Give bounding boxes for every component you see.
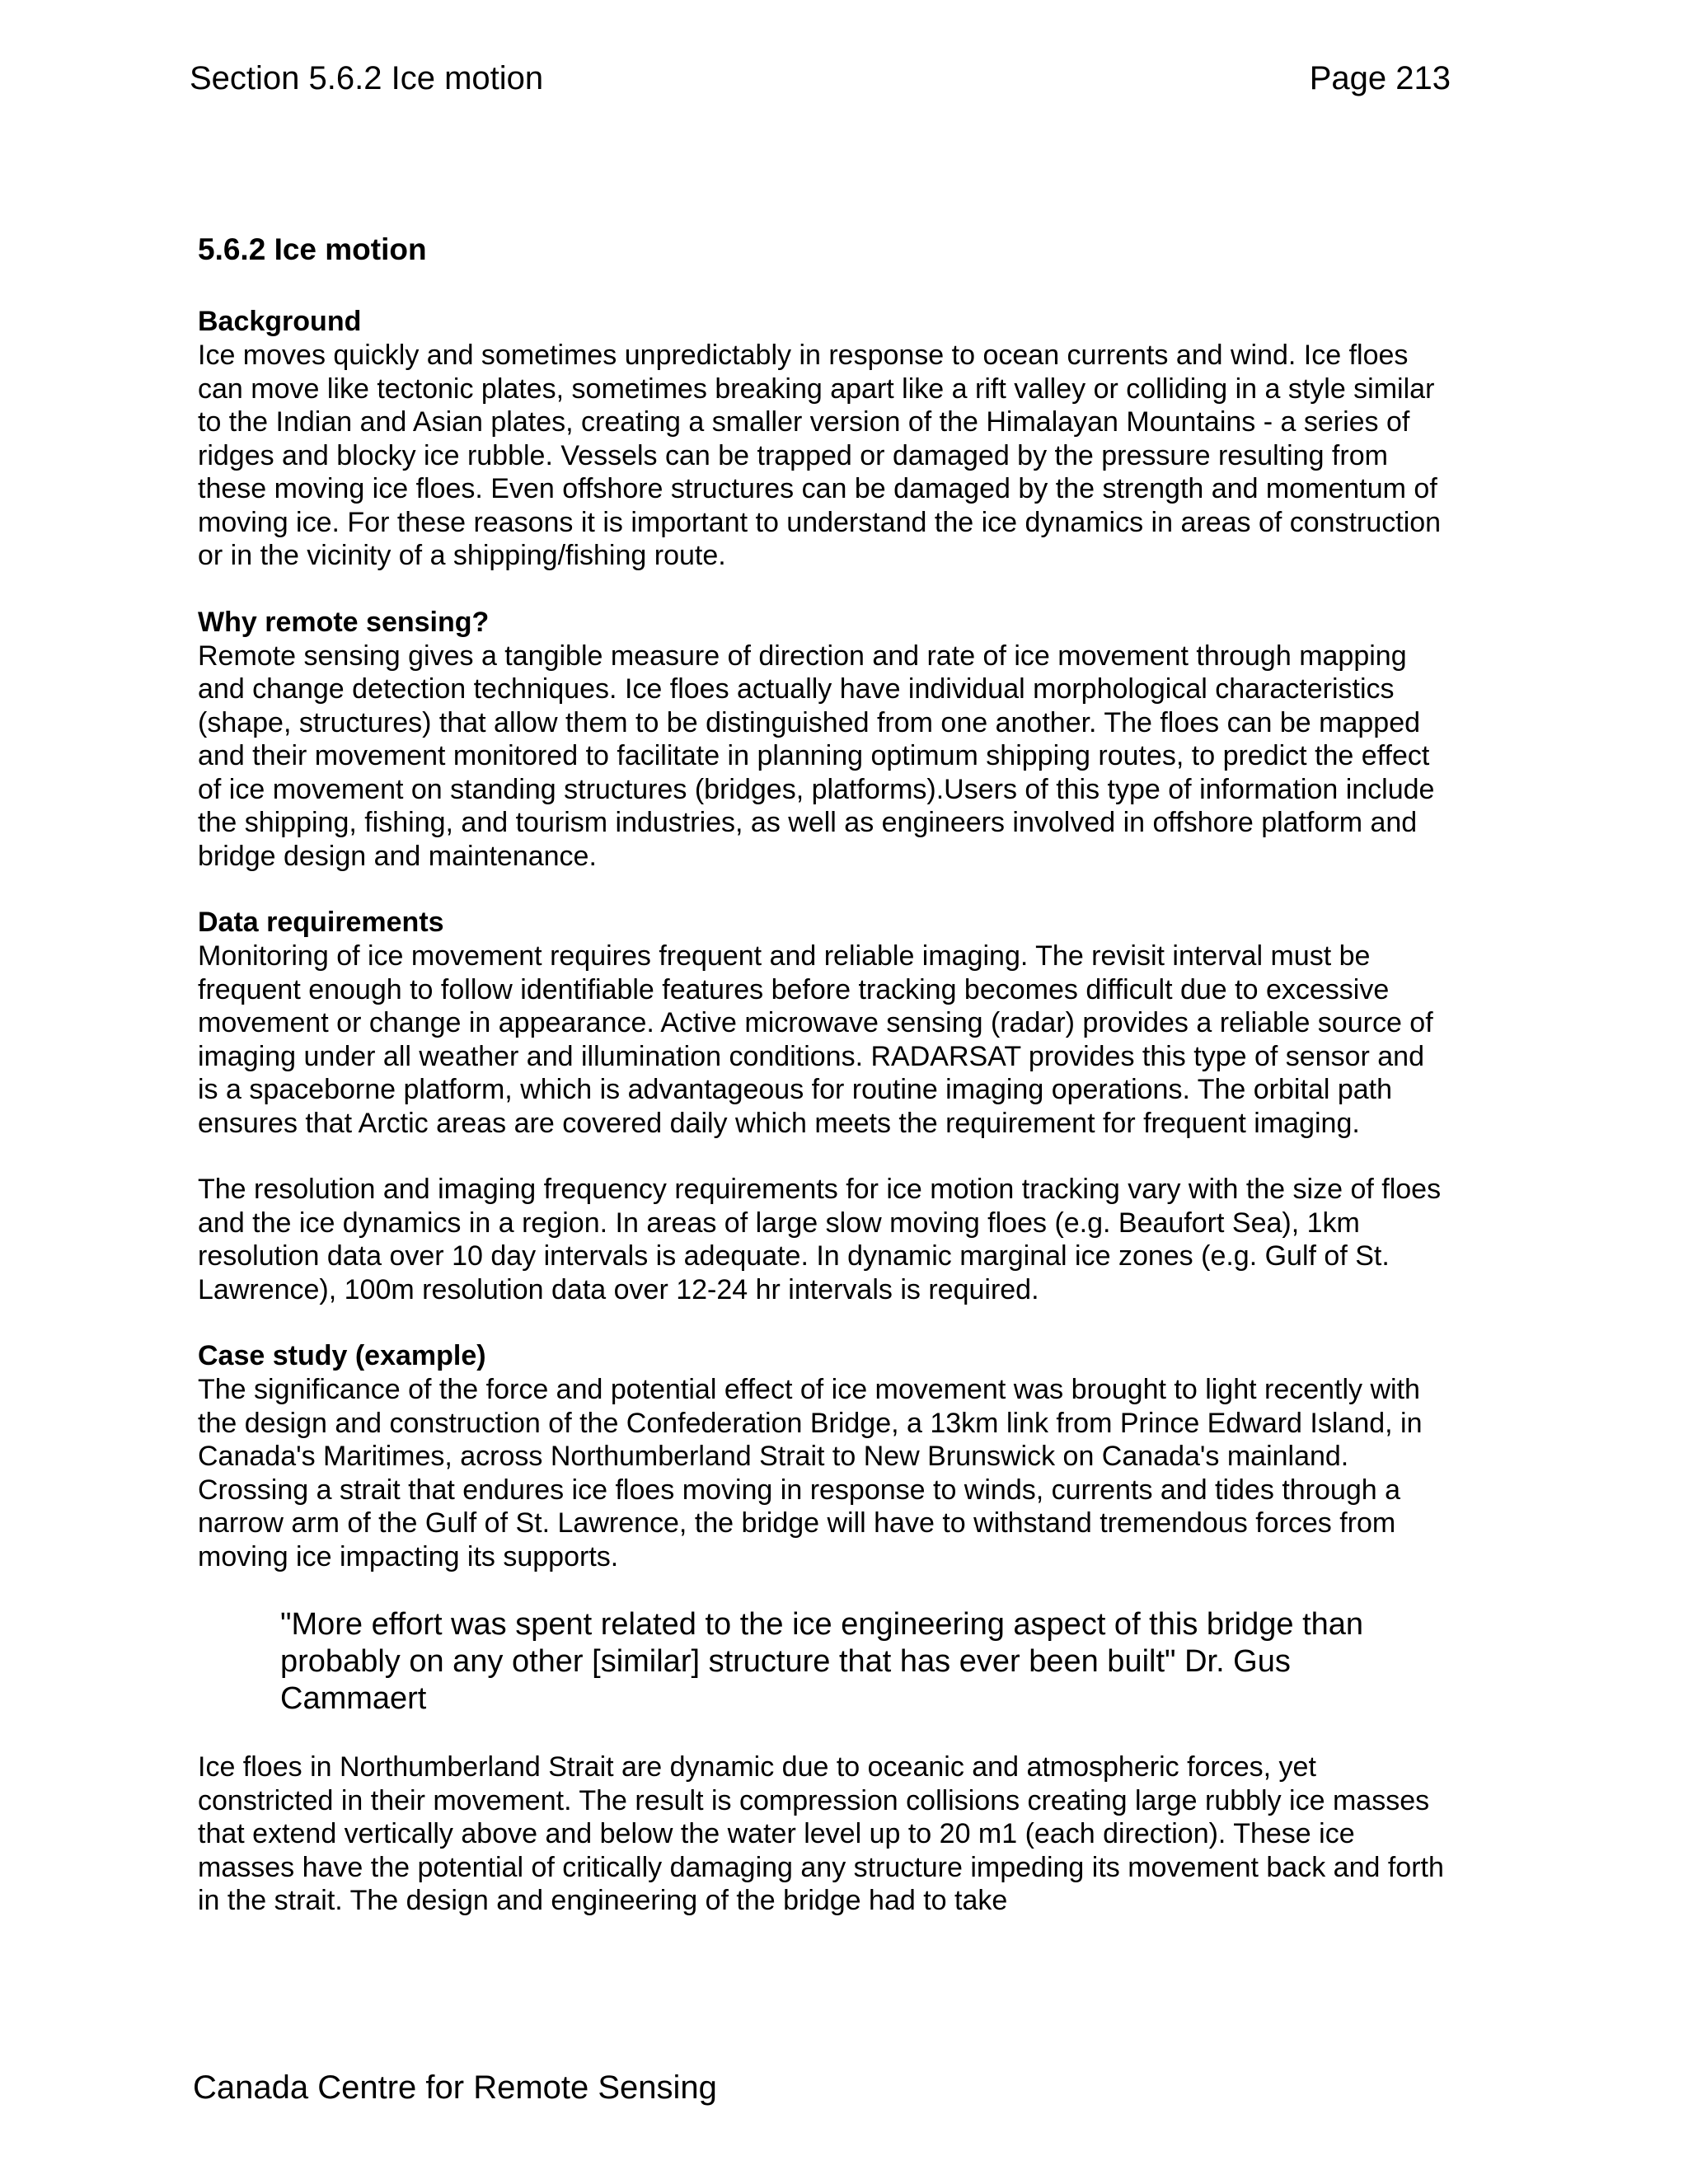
quote-block [198, 1606, 1451, 1718]
document-body [198, 231, 1451, 1918]
running-header-section: Section 5.6.2 Ice motion [190, 60, 544, 96]
page-footer: Canada Centre for Remote Sensing [193, 2069, 717, 2106]
background-paragraph: Ice moves quickly and sometimes unpredictably in response to ocean currents and wind. Ice floes can move like tectonic plates, sometimes breaking apart like a rift valley or colliding in a style similar to the Indian and Asian plates, creating a smaller version of the Himalayan Mountains - a series of ridges and blocky ice rubble. Vessels can be trapped or damaged by the pressure resulting from these moving ice floes. Even offshore structures can be damaged by the strength and momentum of moving ice. For these reasons it is important to understand the ice dynamics in areas of construction or in the vicinity of a shipping/fishing route. [198, 340, 1442, 571]
data-requirements-resolution-section [198, 1173, 1451, 1306]
case-study-section [198, 1339, 1451, 1573]
case-study-heading: Case study (example) [198, 1340, 486, 1371]
why-remote-sensing-paragraph: Remote sensing gives a tangible measure of direction and rate of ice movement through mapping and change detection techniques. Ice floes actually have individual morphological characteristics (shape, structures) that allow them to be distinguished from one another. The floes can be mapped and their movement monitored to facilitate in planning optimum shipping routes, to predict the effect of ice movement on standing structures (bridges, platforms).Users of this type of information include the shipping, fishing, and tourism industries, as well as engineers involved in offshore platform and bridge design and maintenance. [198, 640, 1435, 872]
background-section [198, 305, 1451, 573]
data-requirements-section [198, 906, 1451, 1140]
data-requirements-heading: Data requirements [198, 907, 444, 938]
section-title: 5.6.2 Ice motion [198, 232, 427, 266]
case-study-paragraph: The significance of the force and potential effect of ice movement was brought to light recently with the design and construction of the Confederation Bridge, a 13km link from Prince Edward Island, in Canada's Maritimes, across Northumberland Strait to New Brunswick on Canada's mainland. Crossing a strait that endures ice floes moving in response to winds, currents and tides through a narrow arm of the Gulf of St. Lawrence, the bridge will have to withstand tremendous forces from moving ice impacting its supports. [198, 1374, 1423, 1572]
background-heading: Background [198, 306, 362, 337]
why-remote-sensing-heading: Why remote sensing? [198, 606, 490, 638]
block-quote: "More effort was spent related to the ice engineering aspect of this bridge than probably on any other [similar] structure that has ever been built" Dr. Gus Cammaert [280, 1607, 1364, 1716]
case-study-continued-section [198, 1750, 1451, 1918]
case-study-paragraph-2: Ice floes in Northumberland Strait are dynamic due to oceanic and atmospheric forces, yet constricted in their movement. The result is compression collisions creating large rubbly ice masses that extend vertically above and below the water level up to 20 m1 (each direction). These ice masses have the potential of critically damaging any structure impeding its movement back and forth in the strait. The design and engineering of the bridge had to take [198, 1751, 1444, 1916]
data-requirements-paragraph: Monitoring of ice movement requires frequent and reliable imaging. The revisit interval must be frequent enough to follow identifiable features before tracking becomes difficult due to excessive movement or change in appearance. Active microwave sensing (radar) provides a reliable source of imaging under all weather and illumination conditions. RADARSAT provides this type of sensor and is a spaceborne platform, which is advantageous for routine imaging operations. The orbital path ensures that Arctic areas are covered daily which meets the requirement for frequent imaging. [198, 940, 1433, 1139]
page-number: Page 213 [1309, 60, 1451, 96]
data-requirements-paragraph-2: The resolution and imaging frequency requirements for ice motion tracking vary with the size of floes and the ice dynamics in a region. In areas of large slow moving floes (e.g. Beaufort Sea), 1km resolution data over 10 day intervals is adequate. In dynamic marginal ice zones (e.g. Gulf of St. Lawrence), 100m resolution data over 12-24 hr intervals is required. [198, 1174, 1442, 1305]
why-remote-sensing-section [198, 606, 1451, 874]
